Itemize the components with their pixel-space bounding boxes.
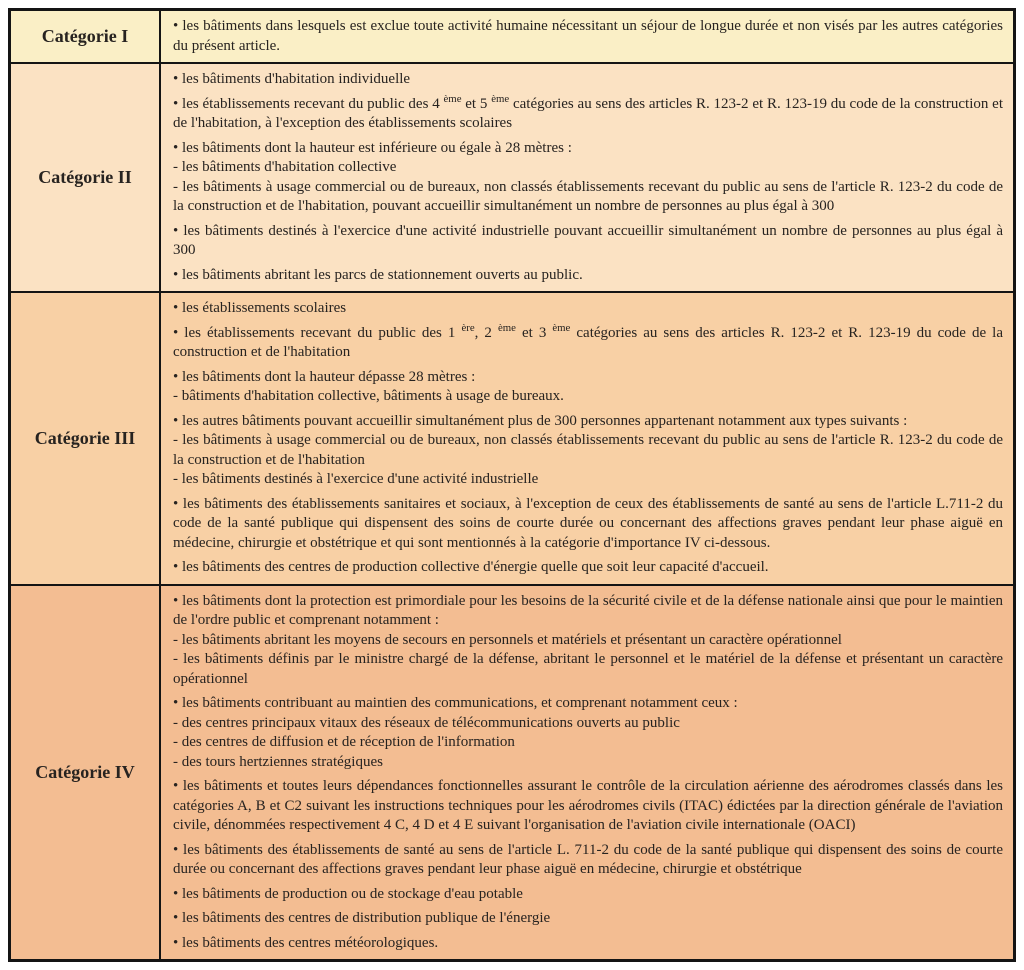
list-item: - les bâtiments destinés à l'exercice d'une activité industrielle [173, 471, 539, 487]
category-content [161, 586, 1013, 960]
category-label: Catégorie IV [11, 586, 161, 960]
superscript-ordinal: ème [443, 92, 462, 105]
list-item: - des tours hertziennes stratégiques [173, 753, 383, 770]
list-item: - des centres de diffusion et de réception de l'information [173, 734, 515, 750]
table-row [11, 584, 1013, 960]
superscript-ordinal: ère [461, 321, 475, 334]
list-item: • les établissements recevant du public des 1 $^{ère}$, 2 $^{ème}$ et 3 $^{ème}$ catégories au sens des articles R. 123-2 et R. 123-19 du code de la construction et de l'habitation [173, 321, 1004, 360]
list-item: • les bâtiments des établissements de santé au sens de l'article L. 711-2 du code de la santé publique qui dispensent des soins de courte durée ou concernant des affections graves pendant leur phase aiguë en médecine, chirurgie et obstétrique [173, 841, 1003, 877]
list-item: - les bâtiments à usage commercial ou de bureaux, non classés établissements recevant du public au sens de l'article R. 123-2 du code de la construction et de l'habitation [173, 432, 1003, 468]
list-item: • les bâtiments abritant les parcs de stationnement ouverts au public. [173, 266, 583, 283]
list-item: • les bâtiments destinés à l'exercice d'une activité industrielle pouvant accueillir simultanément un nombre de personnes au plus égal à 300 [173, 222, 1003, 258]
list-item: - bâtiments d'habitation collective, bâtiments à usage de bureaux. [173, 388, 564, 404]
table-row [11, 62, 1013, 291]
list-item: • les bâtiments dont la protection est primordiale pour les besoins de la sécurité civile et de la défense nationale ainsi que pour le maintien de l'ordre public et comprenant notamment : [173, 592, 1003, 628]
list-item: • les établissements recevant du public des 4 $^{ème}$ et 5 $^{ème}$ catégories au sens des articles R. 123-2 et R. 123-19 du code de la construction et de l'habitation, à l'exception des établissements scolaires [173, 92, 1003, 131]
list-item: • les bâtiments des centres de distribution publique de l'énergie [173, 910, 551, 926]
list-item: • les établissements scolaires [173, 300, 347, 316]
category-content [161, 64, 1013, 291]
table-row [11, 291, 1013, 584]
list-item: • les bâtiments des établissements sanitaires et sociaux, à l'exception de ceux des établissements de santé au sens de l'article L.711-2 du code de la santé publique qui dispensent des soins de courte durée ou concernant des affections graves pendant leur phase aiguë en médecine, chirurgie et obstétrique et qui sont mentionnés à la catégorie d'importance IV ci-dessous. [173, 495, 1003, 551]
list-item: • les bâtiments et toutes leurs dépendances fonctionnelles assurant le contrôle de la circulation aérienne des aérodromes classés dans les catégories A, B et C2 suivant les instructions techniques pour les aérodromes civils (ITAC) édictées par la direction générale de l'aviation civile, dénommées respectivement 4 C, 4 D et 4 E suivant l'organisation de l'aviation civile internationale (OACI) [173, 778, 1003, 833]
category-content [161, 293, 1013, 584]
superscript-ordinal: ème [497, 321, 516, 334]
list-item: • les bâtiments contribuant au maintien des communications, et comprenant notamment ceux : [173, 695, 738, 711]
list-item: • les bâtiments de production ou de stockage d'eau potable [173, 885, 523, 902]
list-item: - les bâtiments abritant les moyens de secours en personnels et matériels et présentant un caractère opérationnel [173, 631, 842, 648]
categories-table [8, 8, 1016, 962]
list-item: - les bâtiments d'habitation collective [173, 159, 397, 175]
list-item: • les bâtiments dans lesquels est exclue toute activité humaine nécessitant un séjour de longue durée et non visés par les autres catégories du présent article. [173, 18, 1003, 54]
list-item: • les bâtiments dont la hauteur dépasse 28 mètres : [173, 368, 476, 385]
list-item: • les bâtiments des centres météorologiques. [173, 934, 439, 951]
list-item: • les bâtiments dont la hauteur est inférieure ou égale à 28 mètres : [173, 139, 572, 156]
list-item: - les bâtiments à usage commercial ou de bureaux, non classés établissements recevant du public au sens de l'article R. 123-2 du code de la construction et de l'habitation, pouvant accueillir simultanément un nombre de personnes au plus égal à 300 [173, 178, 1003, 214]
list-item: • les bâtiments d'habitation individuelle [173, 71, 411, 87]
superscript-ordinal: ème [552, 321, 571, 334]
category-content [161, 11, 1013, 62]
table-row [11, 11, 1013, 62]
category-label: Catégorie II [11, 64, 161, 291]
list-item: - des centres principaux vitaux des réseaux de télécommunications ouverts au public [173, 714, 680, 731]
list-item: • les autres bâtiments pouvant accueillir simultanément plus de 300 personnes appartenant notamment aux types suivants : [173, 412, 908, 429]
category-label: Catégorie I [11, 11, 161, 62]
list-item: - les bâtiments définis par le ministre chargé de la défense, abritant le personnel et le matériel de la défense et présentant un caractère opérationnel [173, 651, 1003, 687]
superscript-ordinal: ème [491, 92, 510, 105]
category-label: Catégorie III [11, 293, 161, 584]
list-item: • les bâtiments des centres de production collective d'énergie quelle que soit leur capacité d'accueil. [173, 559, 769, 575]
